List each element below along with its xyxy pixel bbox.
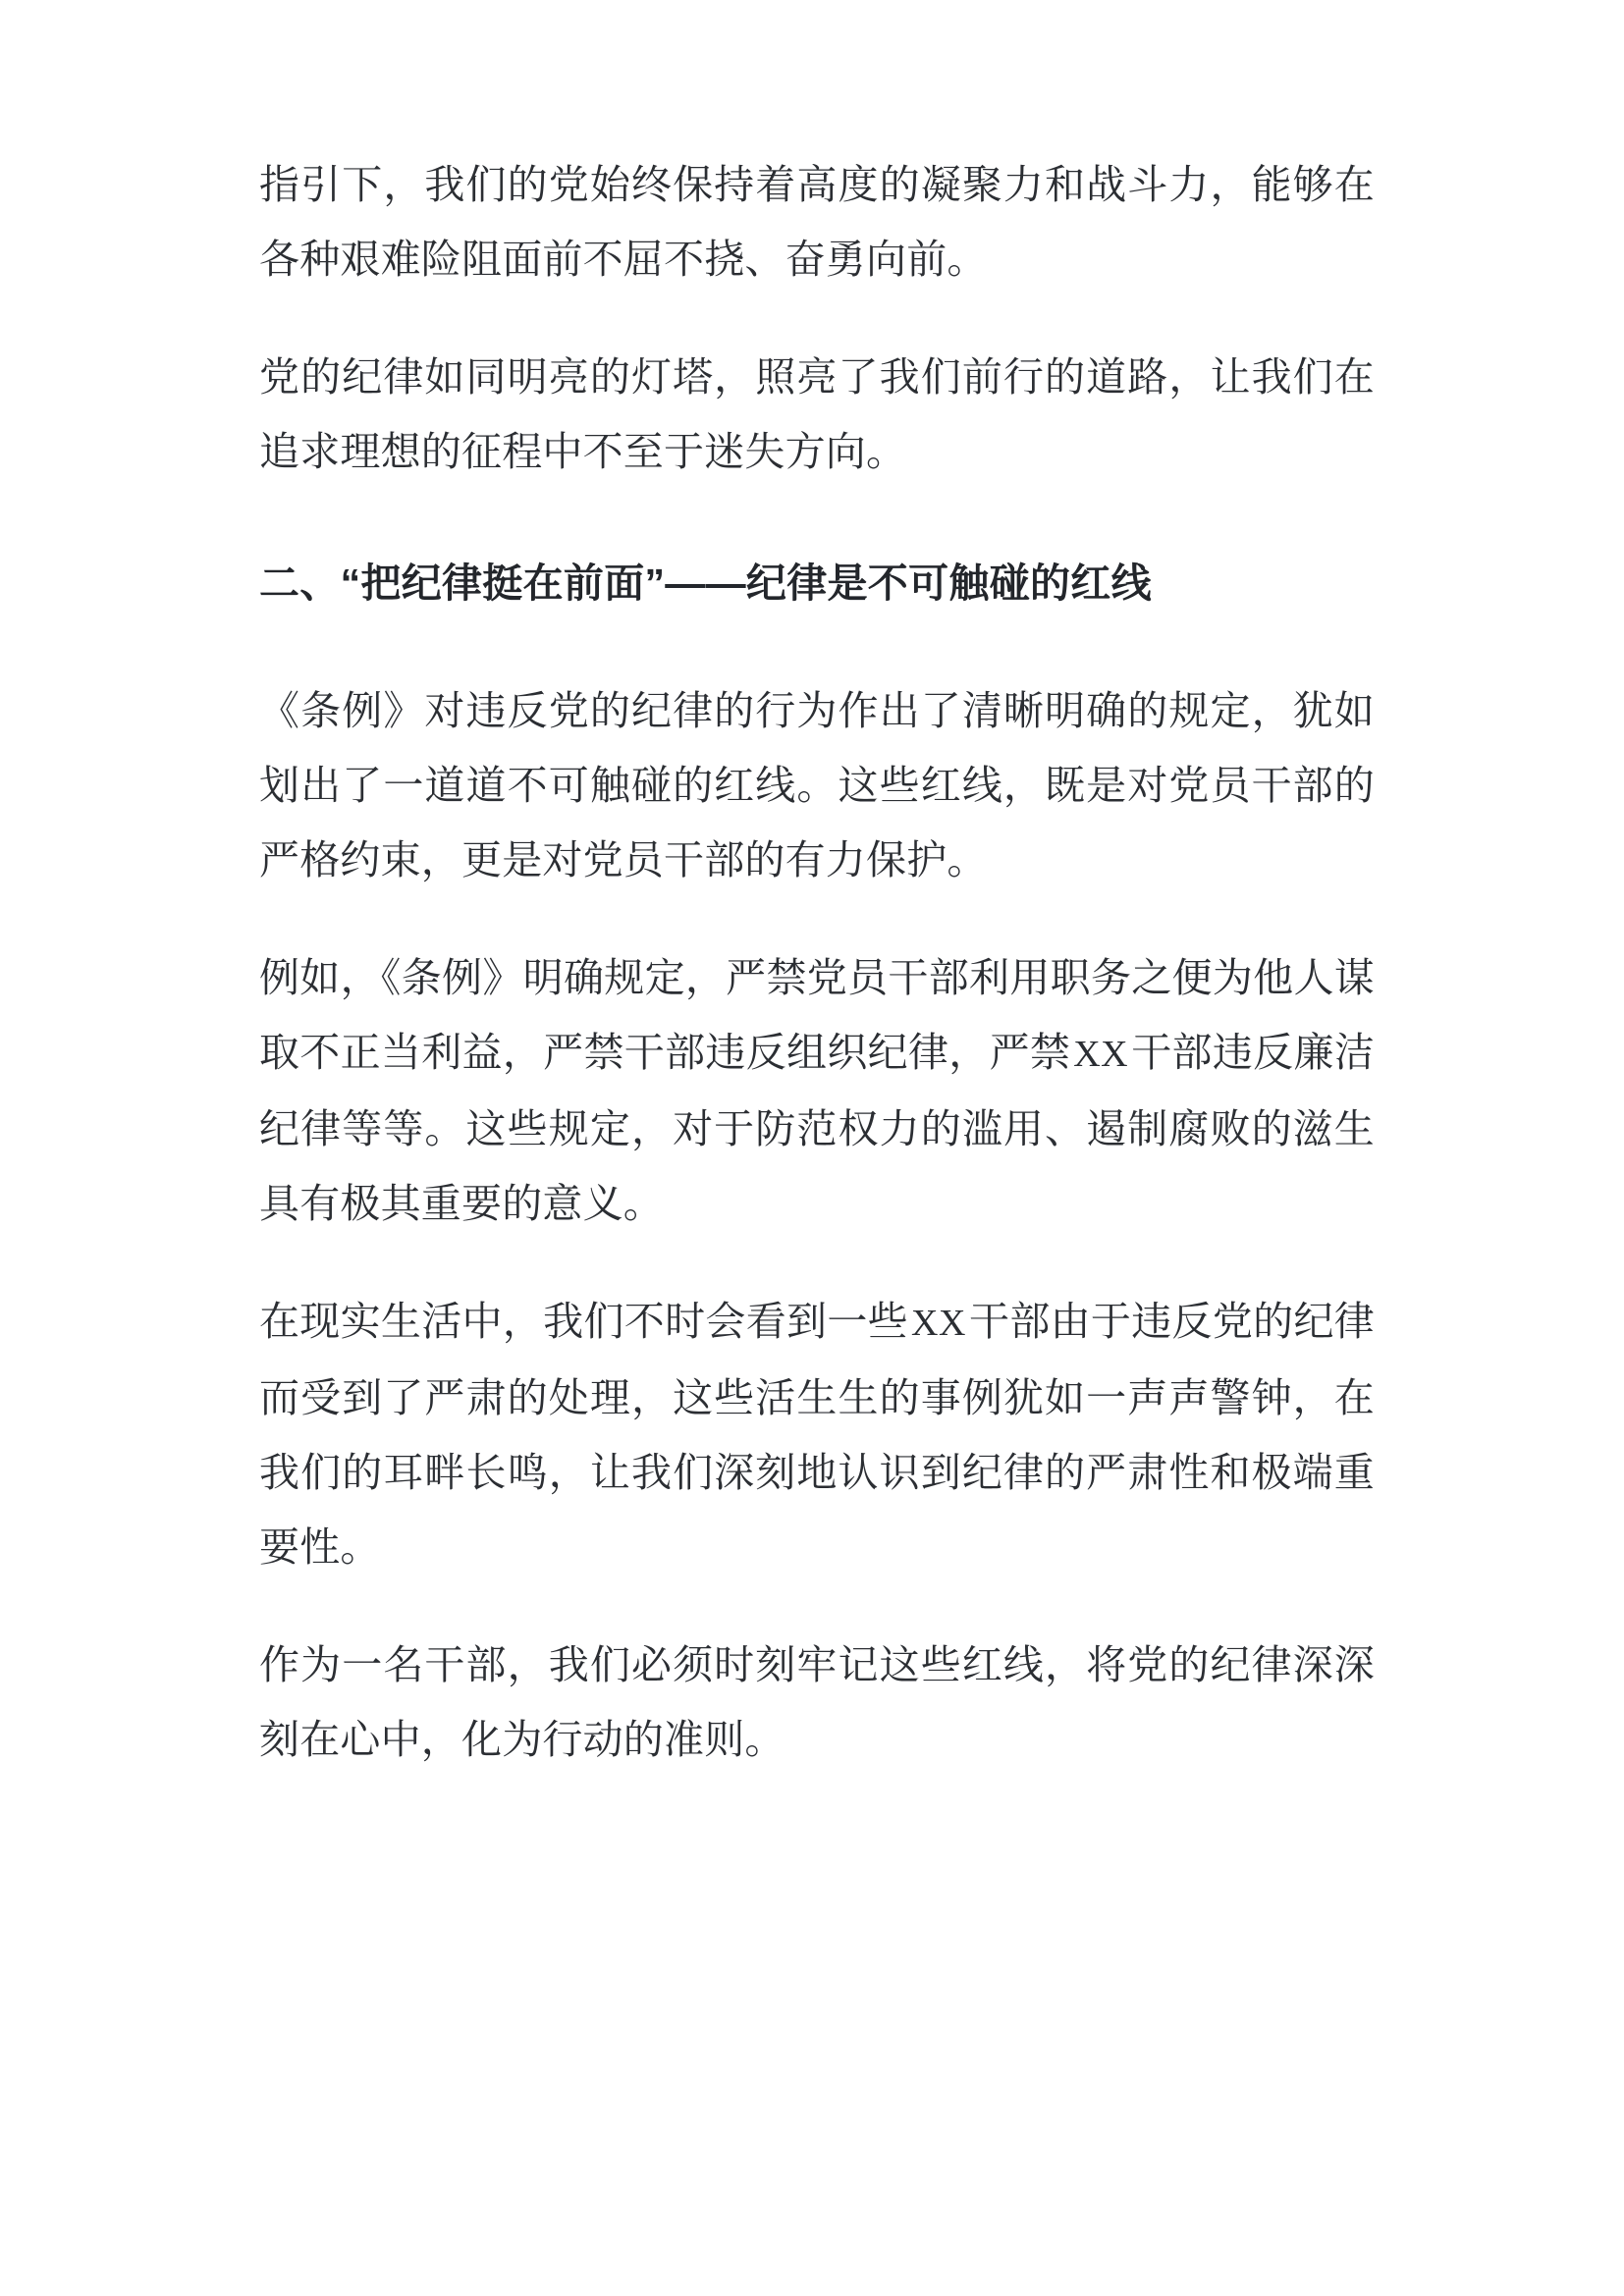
document-text-body bbox=[259, 147, 1375, 1777]
paragraph-red-lines-regulation: 《条例》对违反党的纪律的行为作出了清晰明确的规定，犹如划出了一道道不可触碰的红线。这些红线，既是对党员干部的严格约束，更是对党员干部的有力保护。 bbox=[259, 688, 1375, 882]
paragraph-real-life-cases: 在现实生活中，我们不时会看到一些XX干部由于违反党的纪律而受到了严肃的处理，这些活生生的事例犹如一声声警钟，在我们的耳畔长鸣，让我们深刻地认识到纪律的严肃性和极端重要性。 bbox=[259, 1299, 1376, 1570]
redacted-name-placeholder: XX bbox=[1073, 1034, 1129, 1075]
paragraph-discipline-beacon: 党的纪律如同明亮的灯塔，照亮了我们前行的道路，让我们在追求理想的征程中不至于迷失方向。 bbox=[259, 354, 1375, 474]
paragraph-cadre-duty: 作为一名干部，我们必须时刻牢记这些红线，将党的纪律深深刻在心中，化为行动的准则。 bbox=[259, 1642, 1375, 1762]
redacted-name-placeholder: XX bbox=[911, 1303, 966, 1344]
heading-section-two: 二、“把纪律挺在前面”——纪律是不可触碰的红线 bbox=[259, 561, 1152, 606]
paragraph-prohibitions-example: 例如，《条例》明确规定，严禁党员干部利用职务之便为他人谋取不正当利益，严禁干部违反组织纪律，严禁XX干部违反廉洁纪律等等。这些规定，对于防范权力的滥用、遏制腐败的滋生具有极其重要的意义。 bbox=[259, 955, 1375, 1226]
paragraph-unity-strength: 指引下，我们的党始终保持着高度的凝聚力和战斗力，能够在各种艰难险阻面前不屈不挠、奋勇向前。 bbox=[259, 162, 1375, 282]
